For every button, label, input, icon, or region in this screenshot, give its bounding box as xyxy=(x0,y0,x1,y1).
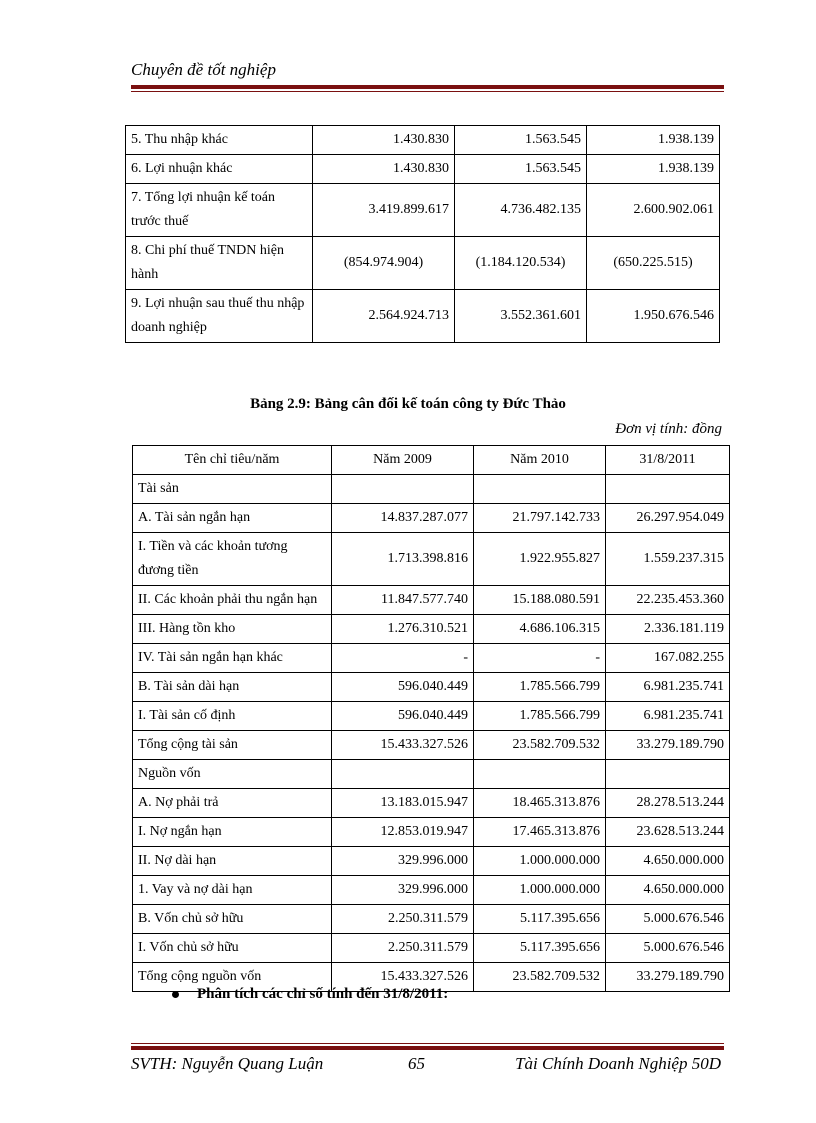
row-label: I. Nợ ngắn hạn xyxy=(133,818,332,847)
value-cell-v2009: 596.040.449 xyxy=(332,702,474,731)
value-cell-v2009: 1.276.310.521 xyxy=(332,615,474,644)
row-label: 1. Vay và nợ dài hạn xyxy=(133,876,332,905)
row-label: I. Tài sản cố định xyxy=(133,702,332,731)
row-label: IV. Tài sản ngắn hạn khác xyxy=(133,644,332,673)
header-cell: Tên chỉ tiêu/năm xyxy=(133,446,332,475)
value-cell-v2010: 1.563.545 xyxy=(455,155,587,184)
value-cell-v2011: 5.000.676.546 xyxy=(606,905,730,934)
value-cell-v2010: 18.465.313.876 xyxy=(474,789,606,818)
value-cell-v2010: 4.686.106.315 xyxy=(474,615,606,644)
value-cell-v2009: 11.847.577.740 xyxy=(332,586,474,615)
row-label: III. Hàng tồn kho xyxy=(133,615,332,644)
table-row xyxy=(126,184,720,237)
value-cell-v2009: 1.430.830 xyxy=(313,155,455,184)
value-cell-v2009: 1.713.398.816 xyxy=(332,533,474,586)
value-cell-v2009: 15.433.327.526 xyxy=(332,963,474,992)
row-label: I. Tiền và các khoản tương đương tiền xyxy=(133,533,332,586)
value-cell-v2011: 6.981.235.741 xyxy=(606,702,730,731)
value-cell-v2009: 14.837.287.077 xyxy=(332,504,474,533)
table-row xyxy=(133,731,730,760)
value-cell-v2009: 2.250.311.579 xyxy=(332,934,474,963)
value-cell-v2009: 329.996.000 xyxy=(332,847,474,876)
value-cell-v2010: 1.000.000.000 xyxy=(474,876,606,905)
value-cell-v2009: - xyxy=(332,644,474,673)
value-cell-v2011: 6.981.235.741 xyxy=(606,673,730,702)
row-label: Tổng cộng tài sản xyxy=(133,731,332,760)
value-cell-v2011: 5.000.676.546 xyxy=(606,934,730,963)
value-cell-v2009: 1.430.830 xyxy=(313,126,455,155)
unit-label: Đơn vị tính: đồng xyxy=(615,421,722,437)
value-cell-v2010: 21.797.142.733 xyxy=(474,504,606,533)
table-row xyxy=(133,934,730,963)
value-cell-v2010: 17.465.313.876 xyxy=(474,818,606,847)
value-cell-v2010: 1.785.566.799 xyxy=(474,673,606,702)
balance-sheet-table xyxy=(132,445,730,992)
row-label: 8. Chi phí thuế TNDN hiện hành xyxy=(126,237,313,290)
page-header-title: Chuyên đề tốt nghiệp xyxy=(131,60,276,79)
table-row xyxy=(133,644,730,673)
value-cell-v2010: 23.582.709.532 xyxy=(474,731,606,760)
value-cell-v2010 xyxy=(474,475,606,504)
value-cell-v2011: 33.279.189.790 xyxy=(606,731,730,760)
row-label: B. Vốn chủ sở hữu xyxy=(133,905,332,934)
row-label: Tổng cộng nguồn vốn xyxy=(133,963,332,992)
table-row xyxy=(133,475,730,504)
value-cell-v2009: 2.564.924.713 xyxy=(313,290,455,343)
table-row xyxy=(133,504,730,533)
value-cell-v2011: 167.082.255 xyxy=(606,644,730,673)
value-cell-v2011: (650.225.515) xyxy=(587,237,720,290)
value-cell-v2010: 5.117.395.656 xyxy=(474,905,606,934)
value-cell-v2011: 26.297.954.049 xyxy=(606,504,730,533)
table-caption: Bảng 2.9: Bảng cân đối kế toán công ty Đức Thảo xyxy=(250,396,566,412)
value-cell-v2011: 1.559.237.315 xyxy=(606,533,730,586)
header-cell: Năm 2010 xyxy=(474,446,606,475)
value-cell-v2009: 12.853.019.947 xyxy=(332,818,474,847)
value-cell-v2010: 4.736.482.135 xyxy=(455,184,587,237)
value-cell-v2010: 1.000.000.000 xyxy=(474,847,606,876)
header-rule xyxy=(131,85,724,92)
table-row xyxy=(133,586,730,615)
table-row xyxy=(126,155,720,184)
row-label: 9. Lợi nhuận sau thuế thu nhập doanh nghiệp xyxy=(126,290,313,343)
value-cell-v2010: 3.552.361.601 xyxy=(455,290,587,343)
value-cell-v2011: 23.628.513.244 xyxy=(606,818,730,847)
value-cell-v2011: 33.279.189.790 xyxy=(606,963,730,992)
value-cell-v2011: 1.950.676.546 xyxy=(587,290,720,343)
value-cell-v2009 xyxy=(332,760,474,789)
value-cell-v2011 xyxy=(606,760,730,789)
table-header-row xyxy=(133,446,730,475)
income-statement-table xyxy=(125,125,720,343)
table-row xyxy=(133,533,730,586)
footer-page-number: 65 xyxy=(408,1054,425,1073)
value-cell-v2011: 2.336.181.119 xyxy=(606,615,730,644)
value-cell-v2011: 22.235.453.360 xyxy=(606,586,730,615)
footer-class: Tài Chính Doanh Nghiệp 50D xyxy=(515,1054,721,1073)
analysis-bullet xyxy=(172,986,448,1003)
value-cell-v2009: 3.419.899.617 xyxy=(313,184,455,237)
value-cell-v2011: 2.600.902.061 xyxy=(587,184,720,237)
value-cell-v2009: 2.250.311.579 xyxy=(332,905,474,934)
table-row xyxy=(133,615,730,644)
table-row xyxy=(126,237,720,290)
footer-author: SVTH: Nguyễn Quang Luận xyxy=(131,1054,324,1073)
row-label: I. Vốn chủ sở hữu xyxy=(133,934,332,963)
row-label: 7. Tổng lợi nhuận kế toán trước thuế xyxy=(126,184,313,237)
row-label: A. Nợ phải trả xyxy=(133,789,332,818)
value-cell-v2009: 596.040.449 xyxy=(332,673,474,702)
value-cell-v2010: 1.785.566.799 xyxy=(474,702,606,731)
value-cell-v2009: 329.996.000 xyxy=(332,876,474,905)
footer-rule xyxy=(131,1043,724,1050)
row-label: Tài sản xyxy=(133,475,332,504)
value-cell-v2010: 23.582.709.532 xyxy=(474,963,606,992)
value-cell-v2011 xyxy=(606,475,730,504)
table-row xyxy=(133,789,730,818)
row-label: 5. Thu nhập khác xyxy=(126,126,313,155)
value-cell-v2011: 4.650.000.000 xyxy=(606,876,730,905)
row-label: B. Tài sản dài hạn xyxy=(133,673,332,702)
value-cell-v2010: 1.922.955.827 xyxy=(474,533,606,586)
table-row xyxy=(133,876,730,905)
value-cell-v2010: 1.563.545 xyxy=(455,126,587,155)
value-cell-v2010: (1.184.120.534) xyxy=(455,237,587,290)
value-cell-v2011: 28.278.513.244 xyxy=(606,789,730,818)
value-cell-v2010: 5.117.395.656 xyxy=(474,934,606,963)
value-cell-v2011: 1.938.139 xyxy=(587,126,720,155)
bullet-text: Phân tích các chỉ số tính đến 31/8/2011: xyxy=(197,986,449,1002)
value-cell-v2011: 1.938.139 xyxy=(587,155,720,184)
table-row xyxy=(133,702,730,731)
value-cell-v2009: (854.974.904) xyxy=(313,237,455,290)
row-label: A. Tài sản ngắn hạn xyxy=(133,504,332,533)
row-label: II. Nợ dài hạn xyxy=(133,847,332,876)
bullet-icon xyxy=(172,991,179,998)
table-row xyxy=(133,847,730,876)
row-label: 6. Lợi nhuận khác xyxy=(126,155,313,184)
value-cell-v2010 xyxy=(474,760,606,789)
value-cell-v2011: 4.650.000.000 xyxy=(606,847,730,876)
table-row xyxy=(133,905,730,934)
value-cell-v2009: 13.183.015.947 xyxy=(332,789,474,818)
value-cell-v2010: - xyxy=(474,644,606,673)
table-row xyxy=(133,673,730,702)
value-cell-v2009 xyxy=(332,475,474,504)
value-cell-v2010: 15.188.080.591 xyxy=(474,586,606,615)
header-cell: Năm 2009 xyxy=(332,446,474,475)
table-row xyxy=(133,760,730,789)
row-label: Nguồn vốn xyxy=(133,760,332,789)
table-row xyxy=(126,126,720,155)
table-row xyxy=(126,290,720,343)
header-cell: 31/8/2011 xyxy=(606,446,730,475)
row-label: II. Các khoản phải thu ngắn hạn xyxy=(133,586,332,615)
value-cell-v2009: 15.433.327.526 xyxy=(332,731,474,760)
table-row xyxy=(133,818,730,847)
